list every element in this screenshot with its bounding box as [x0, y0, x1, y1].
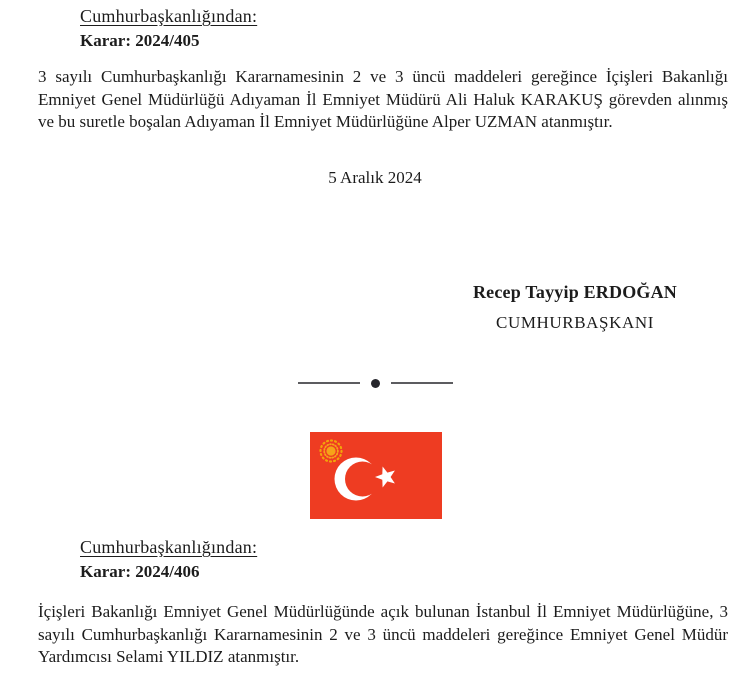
decree1-date: 5 Aralık 2024 — [328, 168, 422, 187]
decree1-decision-number: Karar: 2024/405 — [80, 31, 200, 50]
seal-sun-icon — [326, 446, 335, 455]
signature-title: CUMHURBAŞKANI — [496, 313, 654, 332]
turkish-presidential-flag-image — [310, 432, 442, 519]
decree1-source-heading: Cumhurbaşkanlığından: — [80, 6, 258, 26]
section-separator — [0, 371, 750, 395]
decree2-body-paragraph: İçişleri Bakanlığı Emniyet Genel Müdürlüğünde açık bulunan İstanbul İl Emniyet Müdürlüğüne, 3 sayılı Cumhurbaşkanlığı Kararnamesinin 2 ve 3 üncü maddeleri gereğince Emniyet Genel Müdür Yardımcısı Selami YILDIZ atanmıştır. — [38, 602, 728, 666]
crescent-inner-cut — [345, 462, 380, 497]
decree2-source-heading: Cumhurbaşkanlığından: — [80, 537, 258, 557]
decree1-body-paragraph: 3 sayılı Cumhurbaşkanlığı Kararnamesinin 2 ve 3 üncü maddeleri gereğince İçişleri Bakanlığı Emniyet Genel Müdürlüğü Adıyaman İl Emniyet Müdürü Ali Haluk KARAKUŞ görevden alınmış ve bu suretle boşalan Adıyaman İl Emniyet Müdürlüğüne Alper UZMAN atanmıştır. — [38, 67, 728, 131]
separator-right-rule — [391, 382, 453, 384]
flag-svg — [310, 432, 442, 519]
separator-left-rule — [298, 382, 360, 384]
signature-block — [430, 282, 720, 333]
separator-dot-icon — [371, 379, 380, 388]
decree2-decision-number: Karar: 2024/406 — [80, 562, 200, 581]
signature-name: Recep Tayyip ERDOĞAN — [472, 282, 678, 302]
